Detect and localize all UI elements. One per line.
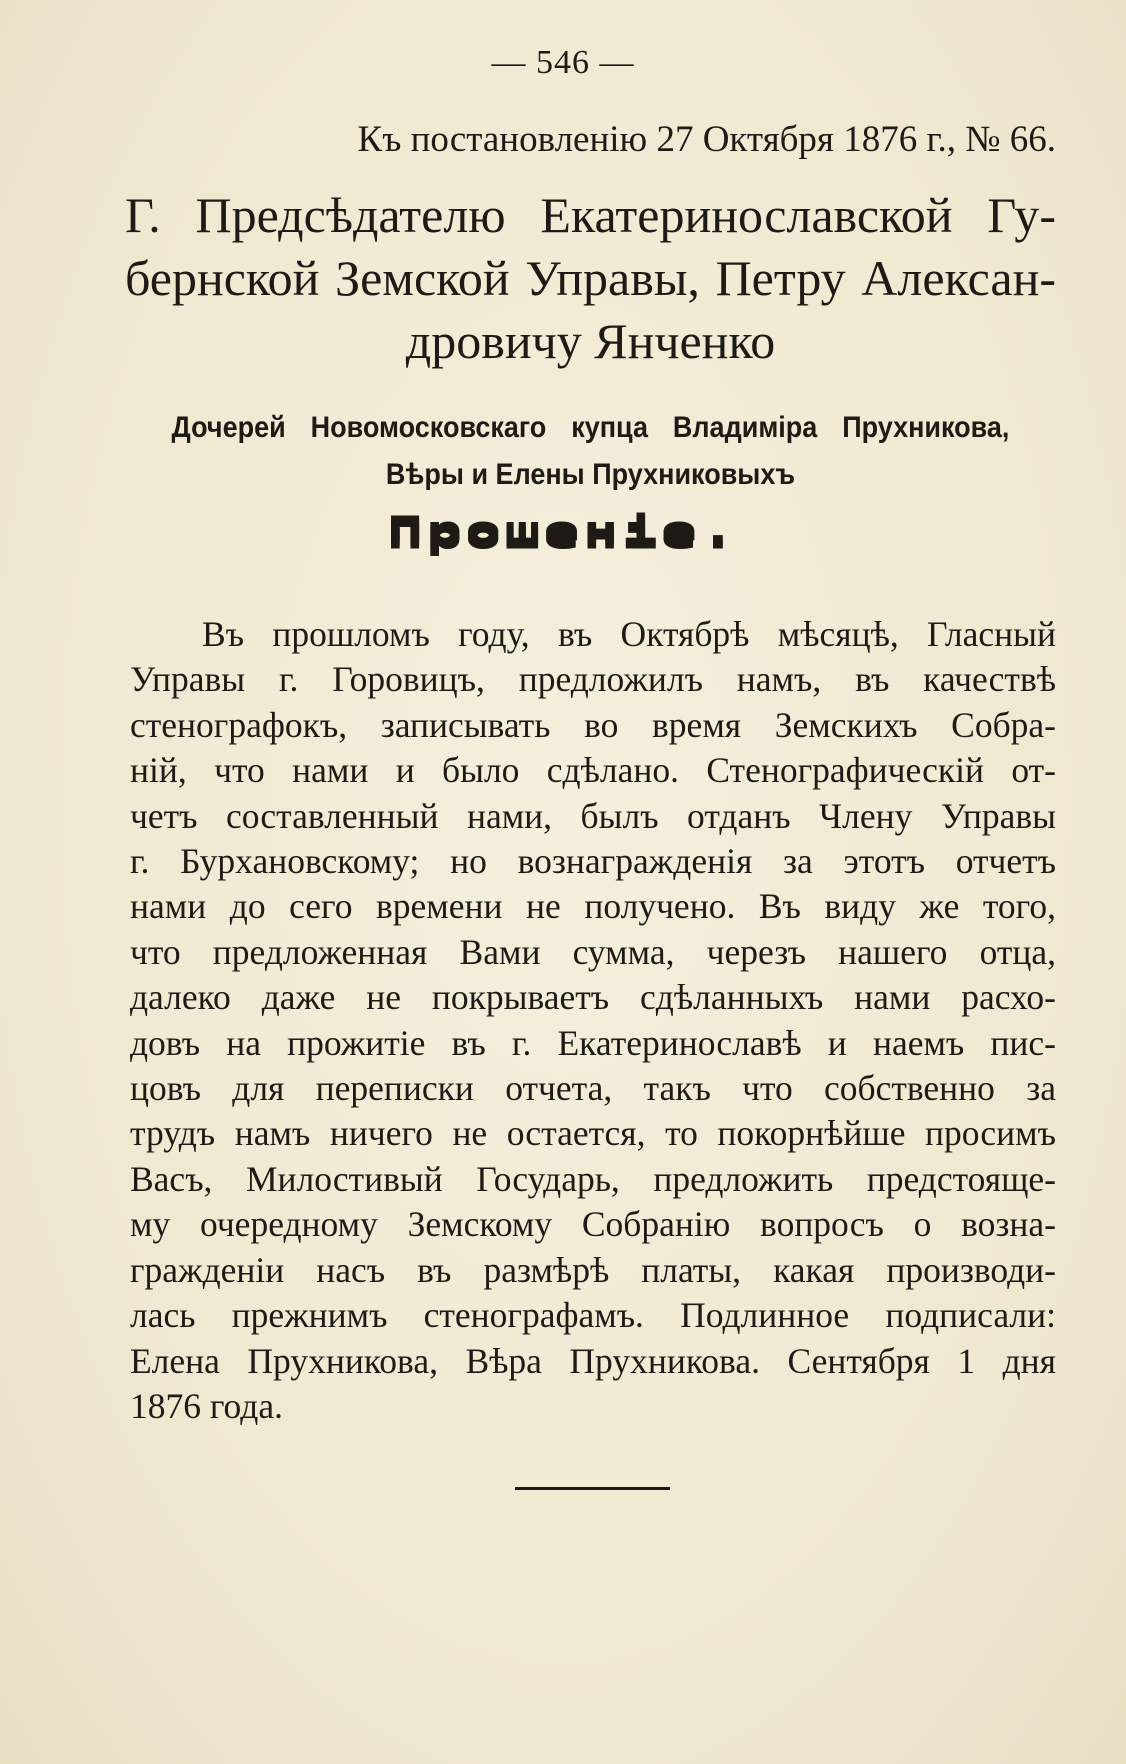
body-line: стенографокъ, записывать во время Земскихъ Собра-: [130, 704, 1056, 745]
body-line: четъ составленный нами, былъ отданъ Члену Управы: [130, 795, 1056, 836]
body-line: далеко даже не покрываетъ сдѣланныхъ нами расхо-: [130, 977, 1056, 1018]
resolution-reference: Къ постановленію 27 Октября 1876 г., № 66.: [357, 119, 1056, 160]
sender-line: Дочерей Новомосковскаго купца Владиміра Прухникова,: [171, 411, 1010, 444]
body-line: 1876 года.: [130, 1385, 283, 1426]
body-line: нами до сего времени не получено. Въ виду же того,: [130, 886, 1056, 927]
page-number: — 546 —: [491, 44, 635, 81]
addressee-line: дровичу Янченко: [405, 313, 776, 369]
body-line: гражденіи насъ въ размѣрѣ платы, какая производи-: [130, 1249, 1056, 1290]
body-line: му очередному Земскому Собранію вопросъ о возна-: [130, 1204, 1056, 1245]
petition-body: [130, 612, 1056, 1429]
addressee-line: бернской Земской Управы, Петру Алексан-: [125, 250, 1056, 306]
body-line: Елена Прухникова, Вѣра Прухникова. Сентября 1 дня: [130, 1340, 1056, 1381]
body-line: лась прежнимъ стенографамъ. Подлинное подписали:: [130, 1295, 1056, 1336]
body-line: что предложенная Вами сумма, черезъ нашего отца,: [130, 931, 1056, 972]
body-line: ній, что нами и было сдѣлано. Стенографическій от-: [130, 750, 1056, 791]
body-line: Управы г. Горовицъ, предложилъ намъ, въ качествѣ: [130, 659, 1056, 700]
body-line: Васъ, Милостивый Государь, предложить предстояще-: [130, 1158, 1056, 1199]
sender-block: [172, 404, 1010, 498]
closing-rule: [515, 1487, 670, 1490]
petition-heading: Прошеніе.: [386, 512, 740, 554]
addressee-block: [125, 184, 1056, 373]
body-line: цовъ для переписки отчета, такъ что собственно за: [130, 1068, 1056, 1109]
body-line: трудъ намъ ничего не остается, то покорнѣйше просимъ: [130, 1113, 1056, 1154]
body-line: довъ на прожитіе въ г. Екатеринославѣ и наемъ пис-: [130, 1022, 1056, 1063]
sender-line: Вѣры и Елены Прухниковыхъ: [385, 458, 796, 491]
addressee-line: Г. Предсѣдателю Екатеринославской Гу-: [125, 187, 1056, 243]
body-line: г. Бурхановскому; но вознагражденія за этотъ отчетъ: [130, 841, 1056, 882]
body-line: Въ прошломъ году, въ Октябрѣ мѣсяцѣ, Гласный: [202, 614, 1056, 654]
